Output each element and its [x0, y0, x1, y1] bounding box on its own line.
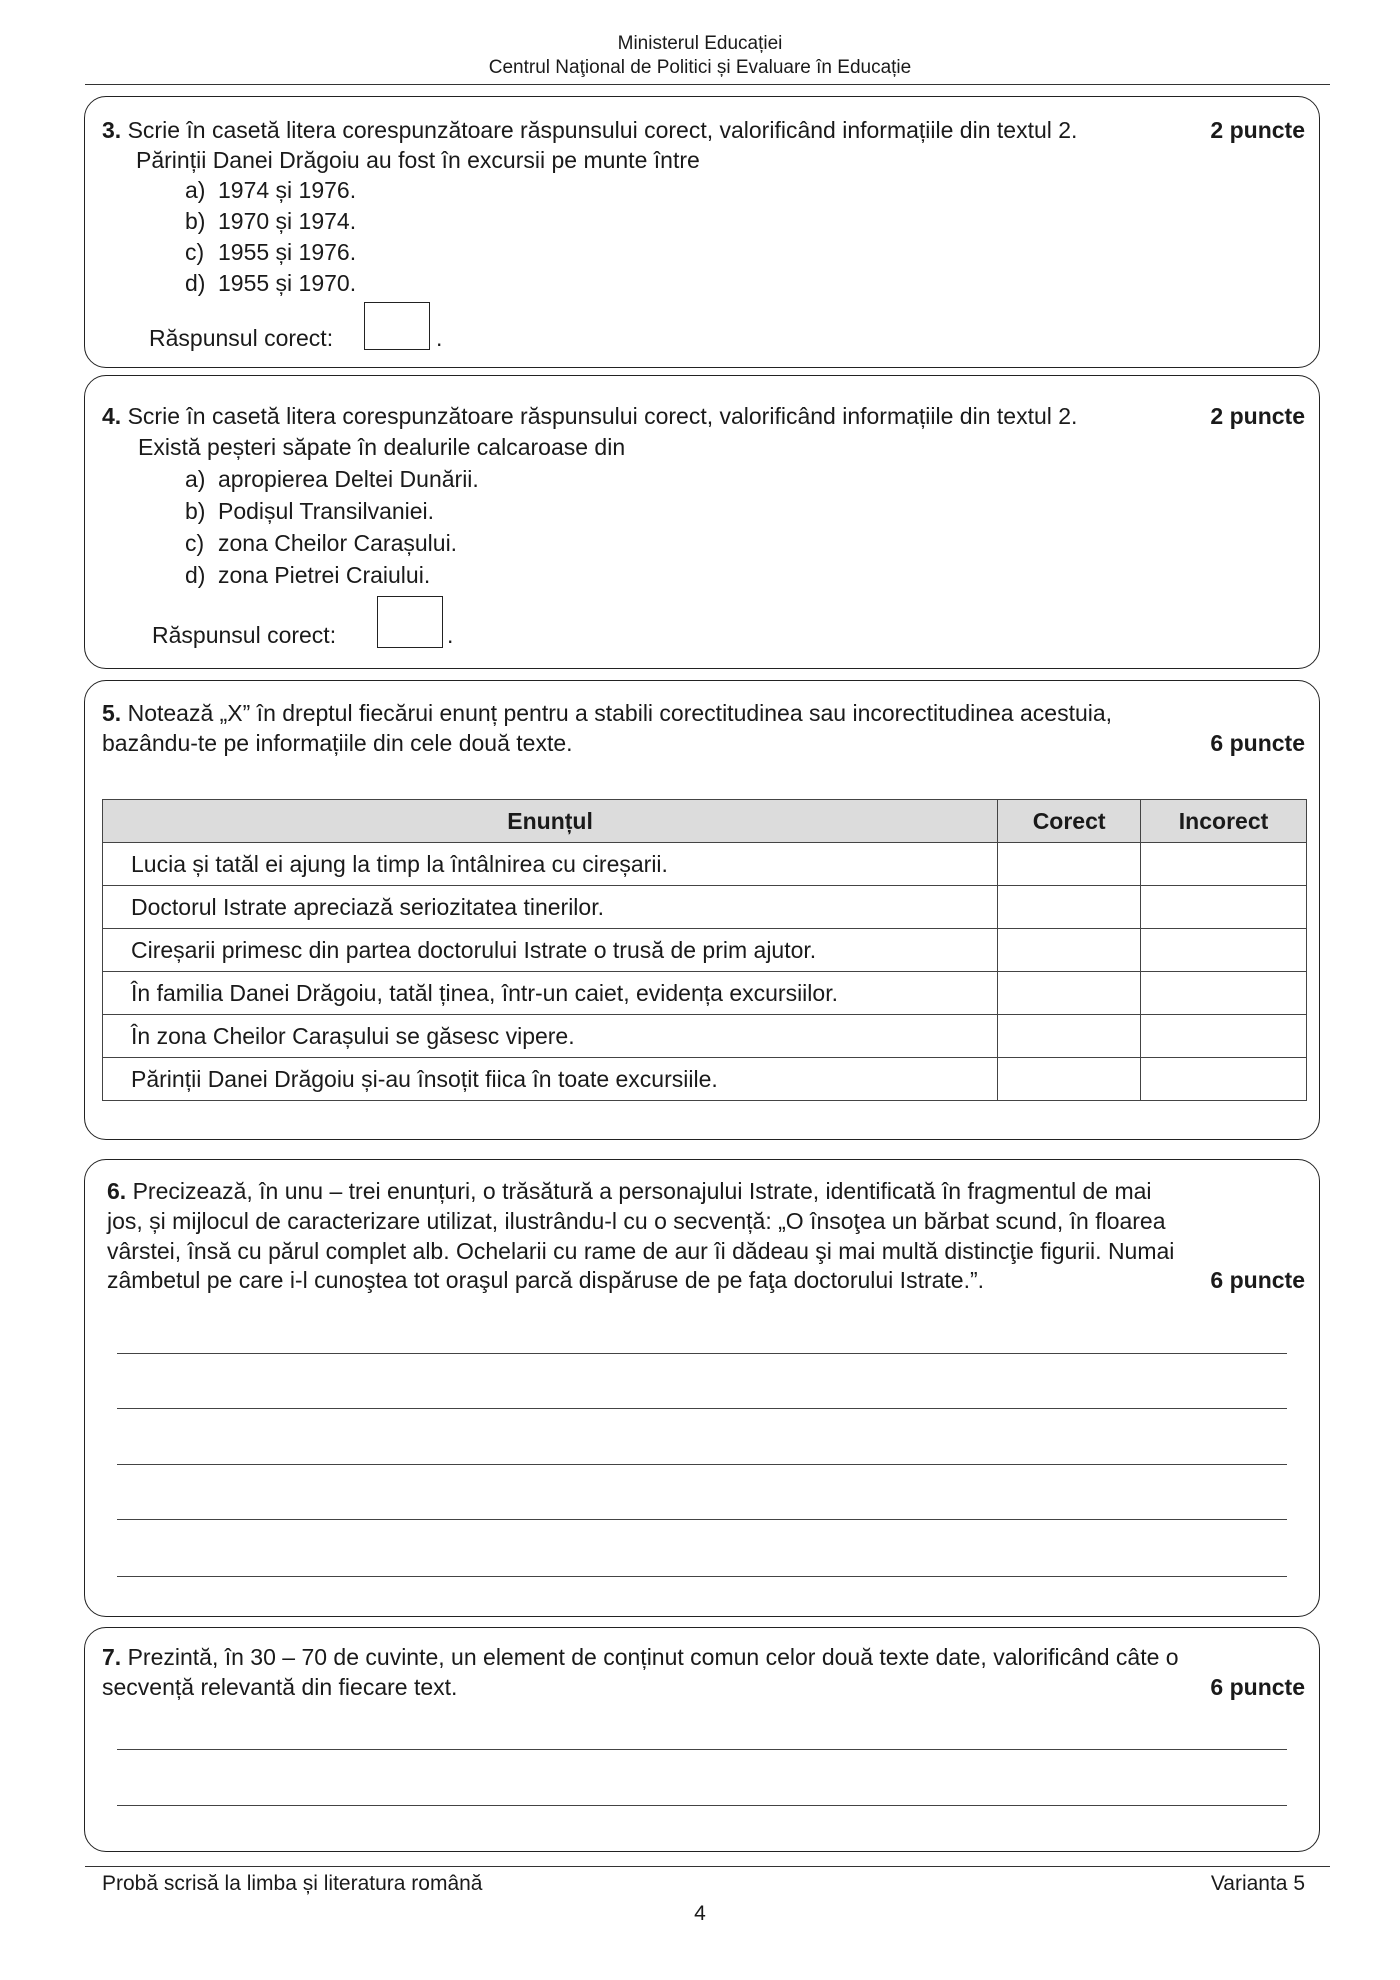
question-4-stem: Există peșteri săpate în dealurile calcaroase din — [138, 434, 626, 460]
question-5-instruction-line2: bazându-te pe informațiile din cele două texte. — [102, 730, 573, 756]
question-7-line1 — [102, 1642, 1179, 1672]
question-4-points: 2 puncte — [1210, 403, 1305, 429]
question-4-number: 4. — [102, 403, 122, 429]
statements-table — [102, 799, 1307, 1101]
question-6-line3: vârstei, însă cu părul complet alb. Ochelarii cu rame de aur îi dădeau şi mai multă distincţie figurii. Numai — [107, 1238, 1175, 1264]
question-7-line2: secvență relevantă din fiecare text. — [102, 1674, 458, 1700]
incorrect-cell[interactable] — [1141, 929, 1307, 972]
question-7-number: 7. — [102, 1644, 122, 1670]
question-3-answer-box[interactable] — [364, 302, 430, 350]
question-4-answer-end: . — [447, 622, 454, 648]
answer-line[interactable] — [117, 1353, 1287, 1354]
statements-table-header — [103, 800, 1307, 843]
question-4-instruction — [102, 401, 1202, 431]
question-3-option-d: d) 1955 și 1970. — [185, 270, 357, 296]
question-6-number: 6. — [107, 1178, 127, 1204]
answer-line[interactable] — [117, 1519, 1287, 1520]
answer-line[interactable] — [117, 1408, 1287, 1409]
question-4-option-d: d) zona Pietrei Craiului. — [185, 562, 431, 588]
question-3-number: 3. — [102, 117, 122, 143]
question-4-box — [84, 375, 1320, 669]
question-4-option-c: c) zona Cheilor Carașului. — [185, 530, 458, 556]
statement-text: În familia Danei Drăgoiu, tatăl ținea, într-un caiet, evidența excursiilor. — [103, 972, 998, 1015]
header-center: Centrul Naţional de Politici și Evaluare în Educație — [488, 57, 912, 78]
incorrect-cell[interactable] — [1141, 886, 1307, 929]
question-4-instruction-text: Scrie în casetă litera corespunzătoare răspunsului corect, valorificând informațiile din textul 2. — [127, 403, 1078, 429]
incorrect-cell[interactable] — [1141, 1015, 1307, 1058]
table-row — [103, 1015, 1307, 1058]
answer-line[interactable] — [117, 1805, 1287, 1806]
question-3-answer-end: . — [436, 325, 443, 351]
correct-cell[interactable] — [998, 1015, 1141, 1058]
question-5-number: 5. — [102, 700, 122, 726]
question-3-stem: Părinții Danei Drăgoiu au fost în excursii pe munte între — [136, 147, 700, 173]
question-3-answer-label: Răspunsul corect: — [149, 325, 334, 351]
correct-cell[interactable] — [998, 843, 1141, 886]
question-4-options — [185, 463, 479, 591]
footer-divider — [85, 1866, 1330, 1867]
question-6-line2: jos, și mijlocul de caracterizare utilizat, ilustrându-l cu o secvență: „O însoţea un bărbat scund, în floarea — [107, 1208, 1166, 1234]
question-4-option-a: a) apropierea Deltei Dunării. — [185, 466, 479, 492]
question-7-points: 6 puncte — [1210, 1674, 1305, 1700]
answer-line[interactable] — [117, 1464, 1287, 1465]
page-header — [0, 32, 1400, 80]
question-5-points: 6 puncte — [1210, 730, 1305, 756]
question-6-line4: zâmbetul pe care i-l cunoştea tot oraşul parcă dispăruse de pe faţa doctorului Istrate.”. — [107, 1267, 985, 1293]
answer-line[interactable] — [117, 1749, 1287, 1750]
question-7-line1-text: Prezintă, în 30 – 70 de cuvinte, un element de conținut comun celor două texte date, valorificând câte o — [127, 1644, 1179, 1670]
question-6-box — [84, 1159, 1320, 1617]
correct-cell[interactable] — [998, 1058, 1141, 1101]
footer-variant: Varianta 5 — [1210, 1872, 1305, 1895]
question-4-option-b: b) Podișul Transilvaniei. — [185, 498, 435, 524]
question-5-instruction-text: Notează „X” în dreptul fiecărui enunț pentru a stabili corectitudinea sau incorectitudinea acestuia, — [127, 700, 1113, 726]
statement-text: În zona Cheilor Carașului se găsesc vipere. — [103, 1015, 998, 1058]
incorrect-cell[interactable] — [1141, 1058, 1307, 1101]
incorrect-cell[interactable] — [1141, 843, 1307, 886]
question-7-box — [84, 1627, 1320, 1852]
header-correct: Corect — [998, 800, 1141, 843]
incorrect-cell[interactable] — [1141, 972, 1307, 1015]
question-3-option-b: b) 1970 și 1974. — [185, 208, 357, 234]
page-number: 4 — [694, 1902, 706, 1925]
header-incorrect: Incorect — [1141, 800, 1307, 843]
table-row — [103, 1058, 1307, 1101]
question-5-box — [84, 680, 1320, 1140]
question-6-line1-text: Precizează, în unu – trei enunțuri, o trăsătură a personajului Istrate, identificată în fragmentul de mai — [132, 1178, 1152, 1204]
table-row — [103, 843, 1307, 886]
question-6-line1 — [107, 1176, 1152, 1206]
question-3-box — [84, 96, 1320, 368]
question-3-points: 2 puncte — [1210, 117, 1305, 143]
statement-text: Părinții Danei Drăgoiu și-au însoțit fiica în toate excursiile. — [103, 1058, 998, 1101]
question-5-instruction-line1 — [102, 698, 1307, 728]
correct-cell[interactable] — [998, 886, 1141, 929]
question-3-instruction — [102, 115, 1202, 145]
statement-text: Lucia și tatăl ei ajung la timp la întâlnirea cu cireșarii. — [103, 843, 998, 886]
table-row — [103, 972, 1307, 1015]
footer-exam-title: Probă scrisă la limba și literatura română — [102, 1872, 483, 1895]
question-4-answer-label: Răspunsul corect: — [152, 622, 337, 648]
answer-line[interactable] — [117, 1576, 1287, 1577]
statement-text: Doctorul Istrate apreciază seriozitatea tinerilor. — [103, 886, 998, 929]
question-4-answer-box[interactable] — [377, 596, 443, 648]
question-6-points: 6 puncte — [1210, 1267, 1305, 1293]
table-row — [103, 929, 1307, 972]
header-divider — [85, 84, 1330, 85]
header-ministry: Ministerul Educației — [617, 33, 783, 54]
question-3-option-a: a) 1974 și 1976. — [185, 177, 357, 203]
question-3-option-c: c) 1955 și 1976. — [185, 239, 357, 265]
correct-cell[interactable] — [998, 929, 1141, 972]
statement-text: Cireșarii primesc din partea doctorului Istrate o trusă de prim ajutor. — [103, 929, 998, 972]
correct-cell[interactable] — [998, 972, 1141, 1015]
header-statement: Enunțul — [103, 800, 998, 843]
table-row — [103, 886, 1307, 929]
question-3-instruction-text: Scrie în casetă litera corespunzătoare răspunsului corect, valorificând informațiile din textul 2. — [127, 117, 1078, 143]
question-3-options — [185, 175, 356, 299]
